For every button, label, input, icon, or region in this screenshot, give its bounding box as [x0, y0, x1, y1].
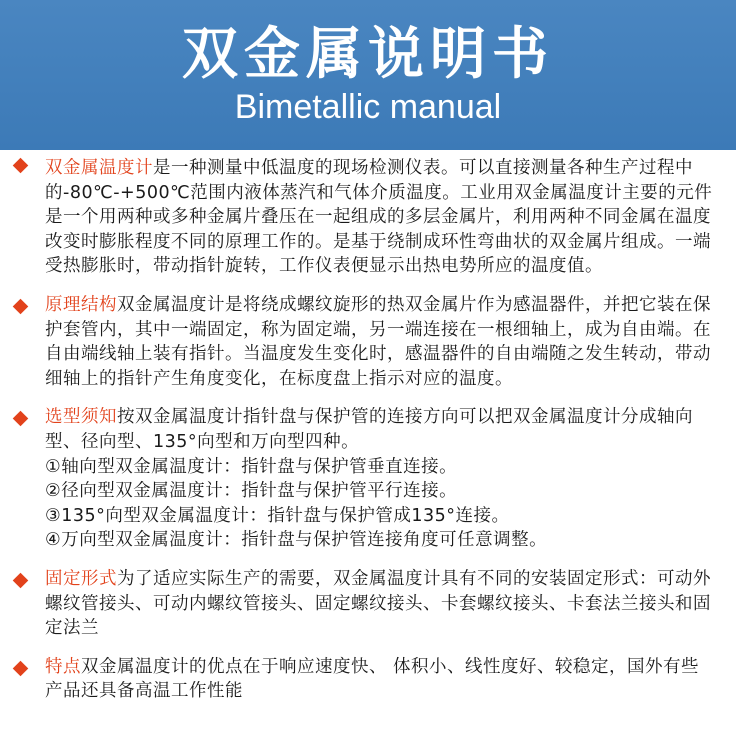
list-item: ②径向型双金属温度计：指针盘与保护管平行连接。: [45, 481, 458, 502]
diamond-bullet-icon: [13, 573, 29, 589]
diamond-bullet-icon: [13, 299, 29, 315]
section-heading: 双金属温度计: [45, 158, 153, 178]
page-title: 双金属说明书: [182, 22, 554, 87]
section-body: 双金属温度计的优点在于响应速度快、 体积小、线性度好、较稳定，国外有些产品还具备高温工作性能: [45, 656, 700, 702]
page-subtitle: Bimetallic manual: [234, 88, 502, 126]
section-intro: [0, 152, 736, 279]
diamond-bullet-icon: [13, 660, 29, 676]
section-heading: 选型须知: [45, 407, 117, 428]
list-item: ④万向型双金属温度计：指针盘与保护管连接角度可任意调整。: [45, 530, 548, 551]
section-principle: [0, 293, 736, 391]
list-item: ③135°向型双金属温度计：指针盘与保护管成135°连接。: [45, 505, 510, 526]
section-body: 双金属温度计是将绕成螺纹旋形的热双金属片作为感温器件，并把它装在保护套管内，其中一端固定，称为固定端，另一端连接在一根细轴上，成为自由端。在自由端线轴上装有指针。当温度发生变化时，感温器件的自由端随之发生转动，带动细轴上的指针产生角度变化，在标度盘上指示对应的温度。: [45, 294, 711, 389]
section-mounting: [0, 567, 736, 641]
section-body: 按双金属温度计指针盘与保护管的连接方向可以把双金属温度计分成轴向型、径向型、135°向型和万向型四种。: [45, 407, 693, 452]
section-heading: 特点: [45, 656, 81, 677]
section-heading: 原理结构: [45, 294, 117, 315]
section-body: 是一种测量中低温度的现场检测仪表。可以直接测量各种生产过程中的-80℃-+500℃范围内液体蒸汽和气体介质温度。工业用双金属温度计主要的元件是一个用两种或多种金属片叠压在一起组成的多层金属片，利用两种不同金属在温度改变时膨胀程度不同的原理工作的。是基于绕制成环性弯曲状的双金属片组成。一端受热膨胀时，带动指针旋转，工作仪表便显示出热电势所应的温度值。: [45, 158, 713, 277]
list-item: ①轴向型双金属温度计：指针盘与保护管垂直连接。: [45, 456, 458, 477]
header-banner: [0, 0, 736, 150]
section-body: 为了适应实际生产的需要，双金属温度计具有不同的安装固定形式：可动外螺纹管接头、可动内螺纹管接头、固定螺纹接头、卡套螺纹接头、卡套法兰接头和固定法兰: [45, 568, 711, 639]
section-heading: 固定形式: [45, 568, 117, 589]
diamond-bullet-icon: [13, 411, 29, 427]
diamond-bullet-icon: [13, 158, 29, 174]
section-selection: [0, 405, 736, 553]
manual-content: [0, 152, 736, 718]
section-features: [0, 655, 736, 704]
